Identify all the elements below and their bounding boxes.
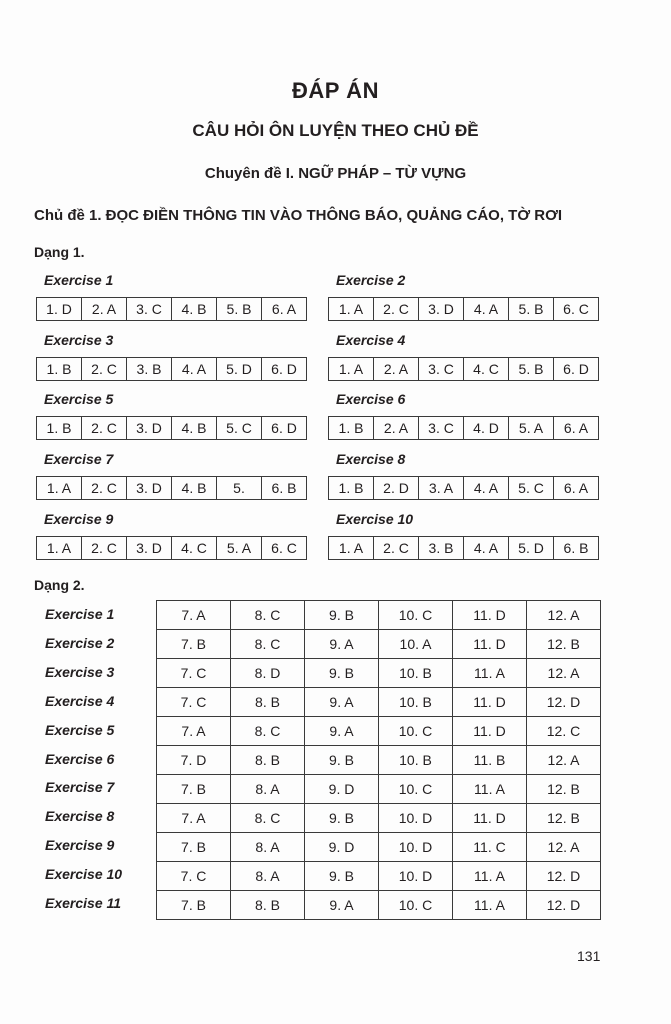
- answer-cell: 1. B: [329, 417, 374, 440]
- table-row: [37, 537, 307, 560]
- answer-cell: 10. B: [379, 688, 453, 717]
- answer-cell: 7. C: [157, 688, 231, 717]
- dang2-answer-table: [156, 600, 601, 920]
- answer-cell: 3. C: [127, 298, 172, 321]
- answer-cell: 12. D: [527, 891, 601, 920]
- answer-cell: 12. A: [527, 659, 601, 688]
- exercise-label: Exercise 5: [44, 391, 114, 407]
- answer-cell: 9. B: [305, 601, 379, 630]
- answer-cell: 5.: [217, 477, 262, 500]
- exercise-label: Exercise 3: [44, 332, 114, 348]
- answer-cell: 6. D: [262, 417, 307, 440]
- answer-cell: 5. B: [217, 298, 262, 321]
- answer-cell: 11. D: [453, 688, 527, 717]
- answer-cell: 3. D: [127, 537, 172, 560]
- answer-cell: 1. D: [37, 298, 82, 321]
- answer-cell: 4. A: [464, 537, 509, 560]
- answer-cell: 5. A: [217, 537, 262, 560]
- answer-cell: 3. C: [419, 417, 464, 440]
- topic-heading: Chủ đề 1. ĐỌC ĐIỀN THÔNG TIN VÀO THÔNG BÁO, QUẢNG CÁO, TỜ RƠI: [34, 207, 563, 224]
- exercise-answer-table: [36, 297, 307, 321]
- answer-cell: 10. B: [379, 746, 453, 775]
- answer-cell: 3. A: [419, 477, 464, 500]
- answer-cell: 10. C: [379, 775, 453, 804]
- exercise-label: Exercise 7: [45, 779, 115, 796]
- answer-cell: 11. A: [453, 891, 527, 920]
- table-row: [329, 417, 599, 440]
- answer-cell: 9. D: [305, 775, 379, 804]
- table-row: [157, 775, 601, 804]
- answer-cell: 1. B: [37, 417, 82, 440]
- answer-cell: 10. D: [379, 804, 453, 833]
- exercise-answer-table: [328, 536, 599, 560]
- answer-cell: 10. C: [379, 601, 453, 630]
- answer-cell: 9. B: [305, 659, 379, 688]
- answer-cell: 4. A: [172, 358, 217, 381]
- answer-cell: 1. B: [329, 477, 374, 500]
- answer-cell: 9. A: [305, 891, 379, 920]
- exercise-label: Exercise 10: [336, 511, 414, 527]
- table-row: [157, 891, 601, 920]
- table-row: [329, 477, 599, 500]
- answer-cell: 2. A: [82, 298, 127, 321]
- answer-cell: 9. A: [305, 630, 379, 659]
- answer-cell: 2. C: [82, 417, 127, 440]
- page-number: 131: [577, 948, 601, 964]
- answer-cell: 7. C: [157, 862, 231, 891]
- exercise-label: Exercise 1: [44, 272, 114, 288]
- exercise-label: Exercise 4: [336, 332, 406, 348]
- answer-cell: 12. B: [527, 775, 601, 804]
- table-row: [157, 630, 601, 659]
- answer-cell: 9. D: [305, 833, 379, 862]
- answer-cell: 2. D: [374, 477, 419, 500]
- answer-cell: 2. C: [82, 358, 127, 381]
- table-row: [157, 833, 601, 862]
- answer-cell: 2. C: [82, 537, 127, 560]
- exercise-label: Exercise 9: [44, 511, 114, 527]
- answer-cell: 11. A: [453, 862, 527, 891]
- answer-cell: 11. D: [453, 630, 527, 659]
- answer-cell: 12. C: [527, 717, 601, 746]
- answer-cell: 7. C: [157, 659, 231, 688]
- answer-cell: 9. A: [305, 688, 379, 717]
- answer-cell: 12. D: [527, 688, 601, 717]
- answer-cell: 4. B: [172, 298, 217, 321]
- exercise-answer-table: [328, 297, 599, 321]
- exercise-answer-table: [36, 357, 307, 381]
- answer-cell: 11. D: [453, 601, 527, 630]
- answer-cell: 8. B: [231, 891, 305, 920]
- answer-cell: 12. A: [527, 601, 601, 630]
- answer-cell: 12. B: [527, 630, 601, 659]
- answer-cell: 6. A: [554, 477, 599, 500]
- table-row: [329, 358, 599, 381]
- table-row: [157, 601, 601, 630]
- answer-cell: 8. C: [231, 717, 305, 746]
- answer-cell: 11. A: [453, 775, 527, 804]
- answer-cell: 8. C: [231, 601, 305, 630]
- table-row: [329, 298, 599, 321]
- answer-cell: 8. D: [231, 659, 305, 688]
- exercise-label: Exercise 5: [45, 721, 115, 738]
- answer-cell: 12. B: [527, 804, 601, 833]
- exercise-label: Exercise 1: [45, 606, 115, 622]
- answer-cell: 1. A: [329, 537, 374, 560]
- answer-cell: 10. C: [379, 891, 453, 920]
- table-row: [37, 358, 307, 381]
- table-row: [157, 862, 601, 891]
- exercise-label: Exercise 11: [45, 895, 122, 911]
- answer-cell: 3. D: [419, 298, 464, 321]
- answer-cell: 4. B: [172, 417, 217, 440]
- answer-cell: 6. B: [262, 477, 307, 500]
- answer-cell: 6. D: [262, 358, 307, 381]
- answer-cell: 1. B: [37, 358, 82, 381]
- answer-cell: 8. A: [231, 833, 305, 862]
- answer-cell: 7. D: [157, 746, 231, 775]
- answer-cell: 7. B: [157, 891, 231, 920]
- chapter-heading: Chuyên đề I. NGỮ PHÁP – TỪ VỰNG: [204, 165, 467, 182]
- exercise-answer-table: [328, 357, 599, 381]
- answer-cell: 9. B: [305, 862, 379, 891]
- table-row: [157, 659, 601, 688]
- answer-cell: 7. A: [157, 601, 231, 630]
- answer-cell: 5. D: [509, 537, 554, 560]
- answer-cell: 8. B: [231, 746, 305, 775]
- answer-cell: 6. A: [262, 298, 307, 321]
- answer-cell: 10. D: [379, 833, 453, 862]
- answer-cell: 3. D: [127, 477, 172, 500]
- answer-cell: 8. A: [231, 862, 305, 891]
- answer-cell: 7. B: [157, 775, 231, 804]
- exercise-label: Exercise 7: [44, 451, 114, 467]
- exercise-label: Exercise 6: [45, 750, 115, 767]
- answer-cell: 6. C: [262, 537, 307, 560]
- answer-cell: 7. B: [157, 630, 231, 659]
- answer-cell: 3. C: [419, 358, 464, 381]
- answer-cell: 11. D: [453, 717, 527, 746]
- answer-cell: 7. B: [157, 833, 231, 862]
- answer-cell: 2. A: [374, 358, 419, 381]
- exercise-label: Exercise 3: [45, 663, 115, 680]
- dang2-heading: Dạng 2.: [34, 577, 85, 593]
- answer-cell: 1. A: [329, 298, 374, 321]
- answer-cell: 1. A: [37, 477, 82, 500]
- answer-cell: 10. A: [379, 630, 453, 659]
- table-row: [329, 537, 599, 560]
- answer-cell: 9. B: [305, 746, 379, 775]
- dang1-heading: Dạng 1.: [34, 244, 85, 260]
- answer-cell: 4. D: [464, 417, 509, 440]
- answer-cell: 6. C: [554, 298, 599, 321]
- answer-cell: 5. B: [509, 358, 554, 381]
- answer-cell: 10. B: [379, 659, 453, 688]
- table-row: [37, 417, 307, 440]
- exercise-label: Exercise 8: [45, 808, 115, 825]
- answer-cell: 2. C: [82, 477, 127, 500]
- answer-cell: 9. B: [305, 804, 379, 833]
- table-row: [157, 688, 601, 717]
- answer-cell: 3. B: [419, 537, 464, 560]
- answer-cell: 5. A: [509, 417, 554, 440]
- answer-cell: 4. C: [464, 358, 509, 381]
- answer-cell: 5. D: [217, 358, 262, 381]
- table-row: [157, 804, 601, 833]
- answer-cell: 5. C: [509, 477, 554, 500]
- answer-cell: 9. A: [305, 717, 379, 746]
- answer-cell: 12. D: [527, 862, 601, 891]
- answer-cell: 3. D: [127, 417, 172, 440]
- exercise-label: Exercise 6: [336, 391, 406, 407]
- answer-cell: 11. A: [453, 659, 527, 688]
- answer-cell: 4. A: [464, 298, 509, 321]
- answer-cell: 8. A: [231, 775, 305, 804]
- answer-cell: 7. A: [157, 717, 231, 746]
- answer-cell: 2. C: [374, 537, 419, 560]
- answer-cell: 6. B: [554, 537, 599, 560]
- answer-cell: 6. D: [554, 358, 599, 381]
- page-title: ĐÁP ÁN: [292, 78, 379, 103]
- exercise-label: Exercise 2: [45, 634, 115, 651]
- table-row: [37, 298, 307, 321]
- answer-cell: 3. B: [127, 358, 172, 381]
- answer-cell: 12. A: [527, 833, 601, 862]
- exercise-answer-table: [328, 416, 599, 440]
- answer-cell: 2. A: [374, 417, 419, 440]
- answer-cell: 8. C: [231, 804, 305, 833]
- answer-cell: 11. C: [453, 833, 527, 862]
- answer-cell: 5. B: [509, 298, 554, 321]
- exercise-label: Exercise 9: [45, 837, 115, 854]
- section-heading: CÂU HỎI ÔN LUYỆN THEO CHỦ ĐỀ: [192, 121, 479, 140]
- answer-cell: 7. A: [157, 804, 231, 833]
- answer-cell: 6. A: [554, 417, 599, 440]
- table-row: [157, 717, 601, 746]
- exercise-answer-table: [36, 476, 307, 500]
- exercise-label: Exercise 8: [336, 451, 406, 467]
- answer-cell: 4. A: [464, 477, 509, 500]
- exercise-answer-table: [36, 416, 307, 440]
- exercise-answer-table: [36, 536, 307, 560]
- answer-cell: 4. C: [172, 537, 217, 560]
- answer-cell: 12. A: [527, 746, 601, 775]
- answer-cell: 11. B: [453, 746, 527, 775]
- answer-cell: 1. A: [37, 537, 82, 560]
- answer-cell: 10. D: [379, 862, 453, 891]
- table-row: [37, 477, 307, 500]
- exercise-answer-table: [328, 476, 599, 500]
- answer-cell: 11. D: [453, 804, 527, 833]
- table-row: [157, 746, 601, 775]
- answer-cell: 8. B: [231, 688, 305, 717]
- answer-cell: 8. C: [231, 630, 305, 659]
- exercise-label: Exercise 2: [336, 272, 406, 288]
- answer-cell: 5. C: [217, 417, 262, 440]
- exercise-label: Exercise 10: [45, 866, 123, 883]
- answer-cell: 1. A: [329, 358, 374, 381]
- exercise-label: Exercise 4: [45, 692, 115, 709]
- answer-cell: 2. C: [374, 298, 419, 321]
- answer-cell: 10. C: [379, 717, 453, 746]
- answer-cell: 4. B: [172, 477, 217, 500]
